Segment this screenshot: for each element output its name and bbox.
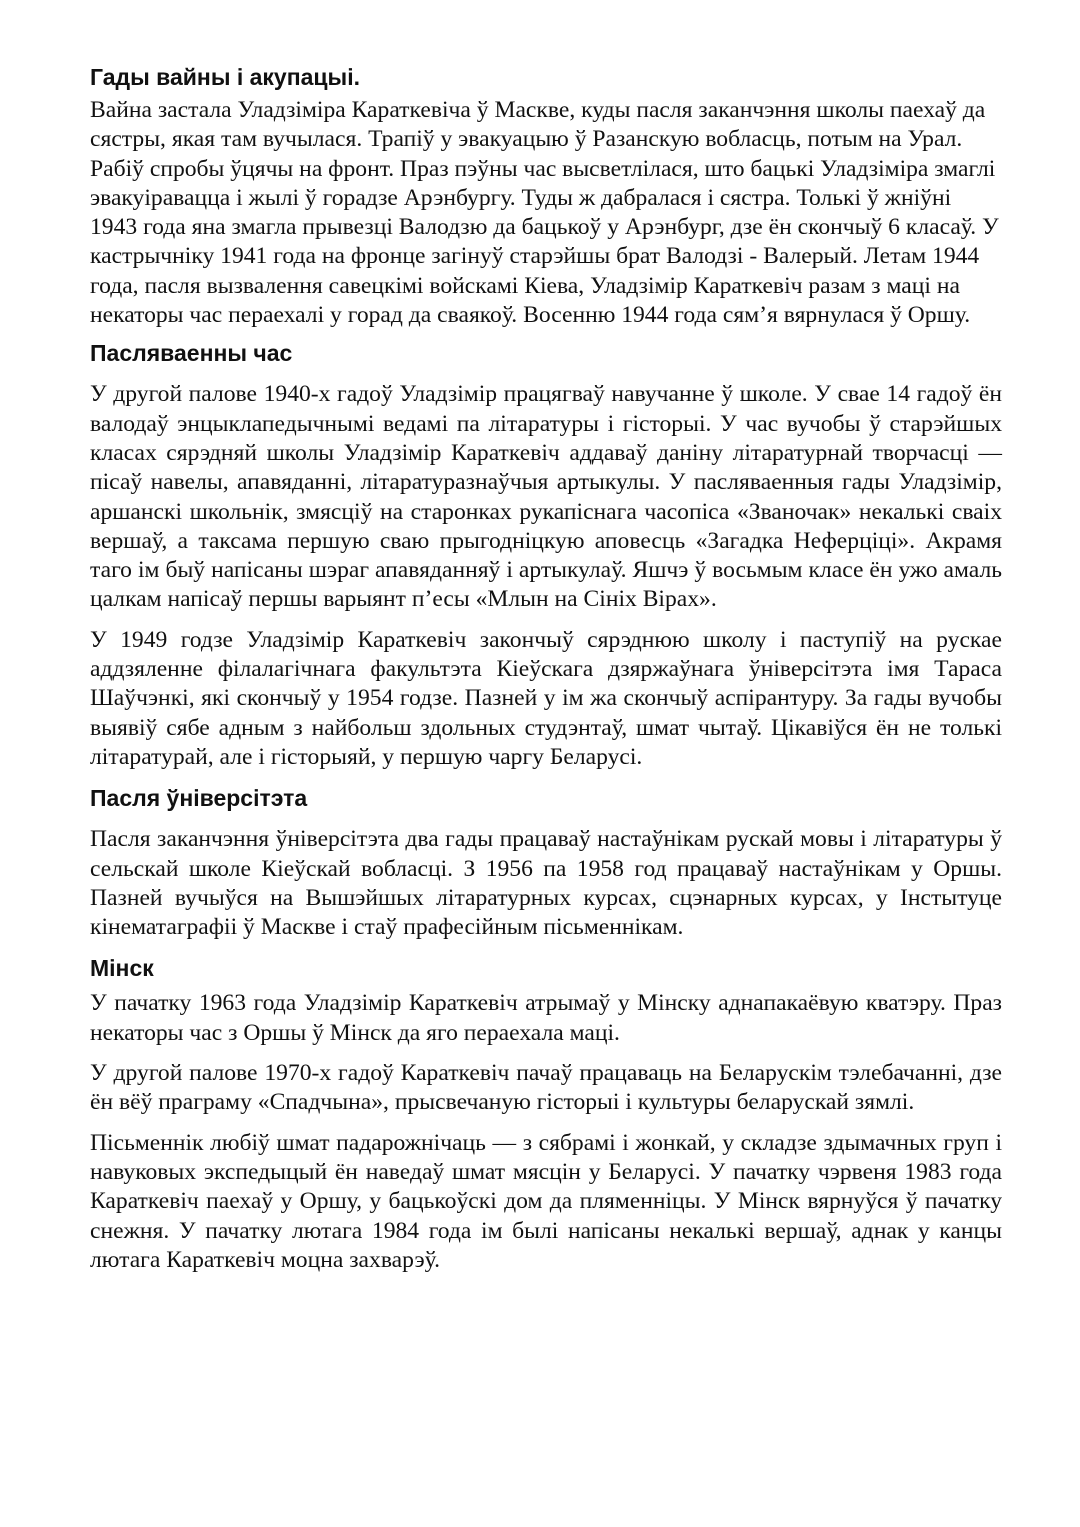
section-postwar [90, 338, 1002, 772]
section-minsk [90, 953, 1002, 1275]
paragraph: У другой палове 1940-х гадоў Уладзімір працягваў навучанне ў школе. У свае 14 гадоў ён валодаў энцыклапедычнымі ведамі па літаратуры і гісторыі. У час вучобы ў старэйшых класах сярэдняй школы Уладзімір Караткевіч аддаваў даніну літаратурнай творчасці — пісаў навелы, апавяданні, літаратуразнаўчыя артыкулы. У пасляваенныя гады Уладзімір, аршанскі школьнік, змясціў на старонках рукапіснага часопіса «Званочак» некалькі сваіх вершаў, а таксама першую сваю прыгодніцкую аповесць «Загадка Неферціці». Акрамя таго ім быў напісаны шэраг апавяданняў і артыкулаў. Яшчэ ў восьмым класе ён ужо амаль цалкам напісаў першы варыянт п’есы «Млын на Сініх Вірах». [90, 381, 1002, 613]
document-page [90, 62, 1002, 1286]
paragraph: Пасля заканчэння ўніверсітэта два гады працаваў настаўнікам рускай мовы і літаратуры ў сельскай школе Кіеўскай вобласці. З 1956 па 1958 год працаваў настаўнікам у Оршы. Пазней вучыўся на Вышэйшых літаратурных курсах, сцэнарных курсах, у Інстытуце кінематаграфіі ў Маскве і стаў прафесійным пісьменнікам. [90, 826, 1002, 941]
section-war-years [90, 62, 1002, 330]
paragraph: Вайна застала Уладзіміра Караткевіча ў Маскве, куды пасля заканчэння школы паехаў да сястры, якая там вучылася. Трапіў у эвакуацыю ў Разанскую вобласць, потым на Урал. Рабіў спробы ўцячы на фронт. Праз пэўны час высветлілася, што бацькі Уладзіміра змаглі эвакуіравацца і жылі ў горадзе Арэнбургу. Туды ж дабралася і сястра. Толькі ў жніўні 1943 года яна змагла прывезці Валодзю да бацькоў у Арэнбург, дзе ён скончыў 6 класаў. У кастрычніку 1941 года на фронце загінуў старэйшы брат Валодзі - Валерый. Летам 1944 года, пасля вызвалення савецкімі войскамі Кіева, Уладзімір Караткевіч разам з маці на некаторы час пераехалі у горад да сваякоў. Восенню 1944 года сям’я вярнулася ў Оршу. [90, 97, 999, 329]
paragraph: У 1949 годзе Уладзімір Караткевіч закончыў сярэднюю школу і паступіў на рускае аддзяленне філалагічнага факультэта Кіеўскага дзяржаўнага ўніверсітэта імя Тараса Шаўчэнкі, які скончыў у 1954 годзе. Пазней у ім жа скончыў аспірантуру. За гады вучобы выявіў сябе адным з найбольш здольных студэнтаў, шмат чытаў. Цікавіўся ён не толькі літаратурай, але і гісторыяй, у першую чаргу Беларусі. [90, 626, 1002, 770]
section-heading: Пасля ўніверсітэта [90, 785, 308, 812]
section-after-university [90, 783, 1002, 942]
section-heading: Пасляваенны час [90, 340, 293, 367]
paragraph: Пісьменнік любіў шмат падарожнічаць — з сябрамі і жонкай, у складзе здымачных груп і навуковых экспедыцый ён наведаў шмат мясцін у Беларусі. У пачатку чэрвеня 1983 года Караткевіч паехаў у Оршу, у бацькоўскі дом да пляменніцы. У Мінск вярнуўся ў пачатку снежня. У пачатку лютага 1984 года ім былі напісаны некалькі вершаў, аднак у канцы лютага Караткевіч моцна захварэў. [90, 1129, 1002, 1273]
section-heading: Мінск [90, 955, 154, 982]
paragraph: У другой палове 1970-х гадоў Караткевіч пачаў працаваць на Беларускім тэлебачанні, дзе ён вёў праграму «Спадчына», прысвечаную гісторыі і культуры беларускай зямлі. [90, 1060, 1002, 1116]
paragraph: У пачатку 1963 года Уладзімір Караткевіч атрымаў у Мінску аднапакаёвую кватэру. Праз некаторы час з Оршы ў Мінск да яго пераехала маці. [90, 990, 1002, 1046]
section-heading: Гады вайны і акупацыі. [90, 64, 360, 90]
